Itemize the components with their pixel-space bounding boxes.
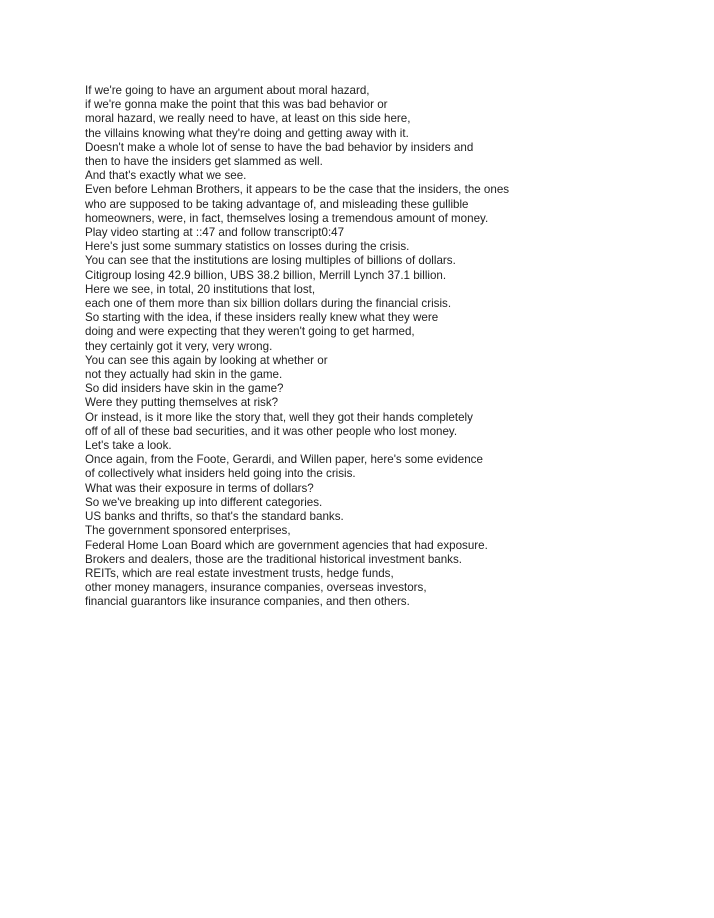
transcript-line: financial guarantors like insurance companies, and then others. bbox=[85, 595, 410, 609]
transcript-line: if we're gonna make the point that this was bad behavior or bbox=[85, 98, 388, 112]
transcript-text bbox=[85, 84, 685, 610]
transcript-line: then to have the insiders get slammed as well. bbox=[85, 155, 323, 169]
transcript-line: Were they putting themselves at risk? bbox=[85, 396, 279, 410]
transcript-line: And that's exactly what we see. bbox=[85, 169, 247, 183]
transcript-line: Federal Home Loan Board which are government agencies that had exposure. bbox=[85, 538, 488, 552]
transcript-line: Or instead, is it more like the story that, well they got their hands completely bbox=[85, 410, 473, 424]
transcript-line: So we've breaking up into different categories. bbox=[85, 495, 323, 509]
transcript-line: REITs, which are real estate investment trusts, hedge funds, bbox=[85, 566, 394, 580]
transcript-line: homeowners, were, in fact, themselves losing a tremendous amount of money. bbox=[85, 211, 489, 225]
transcript-line: Here's just some summary statistics on losses during the crisis. bbox=[85, 240, 410, 254]
transcript-line: Citigroup losing 42.9 billion, UBS 38.2 billion, Merrill Lynch 37.1 billion. bbox=[85, 268, 447, 282]
transcript-line: doing and were expecting that they weren't going to get harmed, bbox=[85, 325, 415, 339]
transcript-line: Even before Lehman Brothers, it appears to be the case that the insiders, the ones bbox=[85, 183, 510, 197]
transcript-line: What was their exposure in terms of dollars? bbox=[85, 481, 314, 495]
transcript-line: Doesn't make a whole lot of sense to have the bad behavior by insiders and bbox=[85, 140, 474, 154]
transcript-line: You can see that the institutions are losing multiples of billions of dollars. bbox=[85, 254, 456, 268]
transcript-line: the villains knowing what they're doing and getting away with it. bbox=[85, 126, 409, 140]
play-video-link[interactable]: Play video starting at ::47 and follow transcript0:47 bbox=[85, 226, 345, 240]
transcript-line: So starting with the idea, if these insiders really knew what they were bbox=[85, 311, 439, 325]
transcript-line: So did insiders have skin in the game? bbox=[85, 382, 284, 396]
transcript-line: The government sponsored enterprises, bbox=[85, 524, 291, 538]
transcript-line: of collectively what insiders held going into the crisis. bbox=[85, 467, 356, 481]
transcript-line: US banks and thrifts, so that's the standard banks. bbox=[85, 510, 344, 524]
transcript-line: off of all of these bad securities, and it was other people who lost money. bbox=[85, 424, 458, 438]
transcript-line: other money managers, insurance companies, overseas investors, bbox=[85, 581, 427, 595]
transcript-line: Here we see, in total, 20 institutions that lost, bbox=[85, 282, 316, 296]
transcript-line: who are supposed to be taking advantage of, and misleading these gullible bbox=[85, 197, 469, 211]
transcript-line: Once again, from the Foote, Gerardi, and Willen paper, here's some evidence bbox=[85, 453, 483, 467]
transcript-line: You can see this again by looking at whether or bbox=[85, 353, 328, 367]
transcript-line: Let's take a look. bbox=[85, 439, 172, 453]
transcript-line: moral hazard, we really need to have, at least on this side here, bbox=[85, 112, 411, 126]
transcript-line: Brokers and dealers, those are the traditional historical investment banks. bbox=[85, 552, 462, 566]
transcript-line: each one of them more than six billion dollars during the financial crisis. bbox=[85, 297, 452, 311]
transcript-line: not they actually had skin in the game. bbox=[85, 368, 283, 382]
transcript-line: If we're going to have an argument about moral hazard, bbox=[85, 84, 370, 97]
transcript-line: they certainly got it very, very wrong. bbox=[85, 339, 273, 353]
